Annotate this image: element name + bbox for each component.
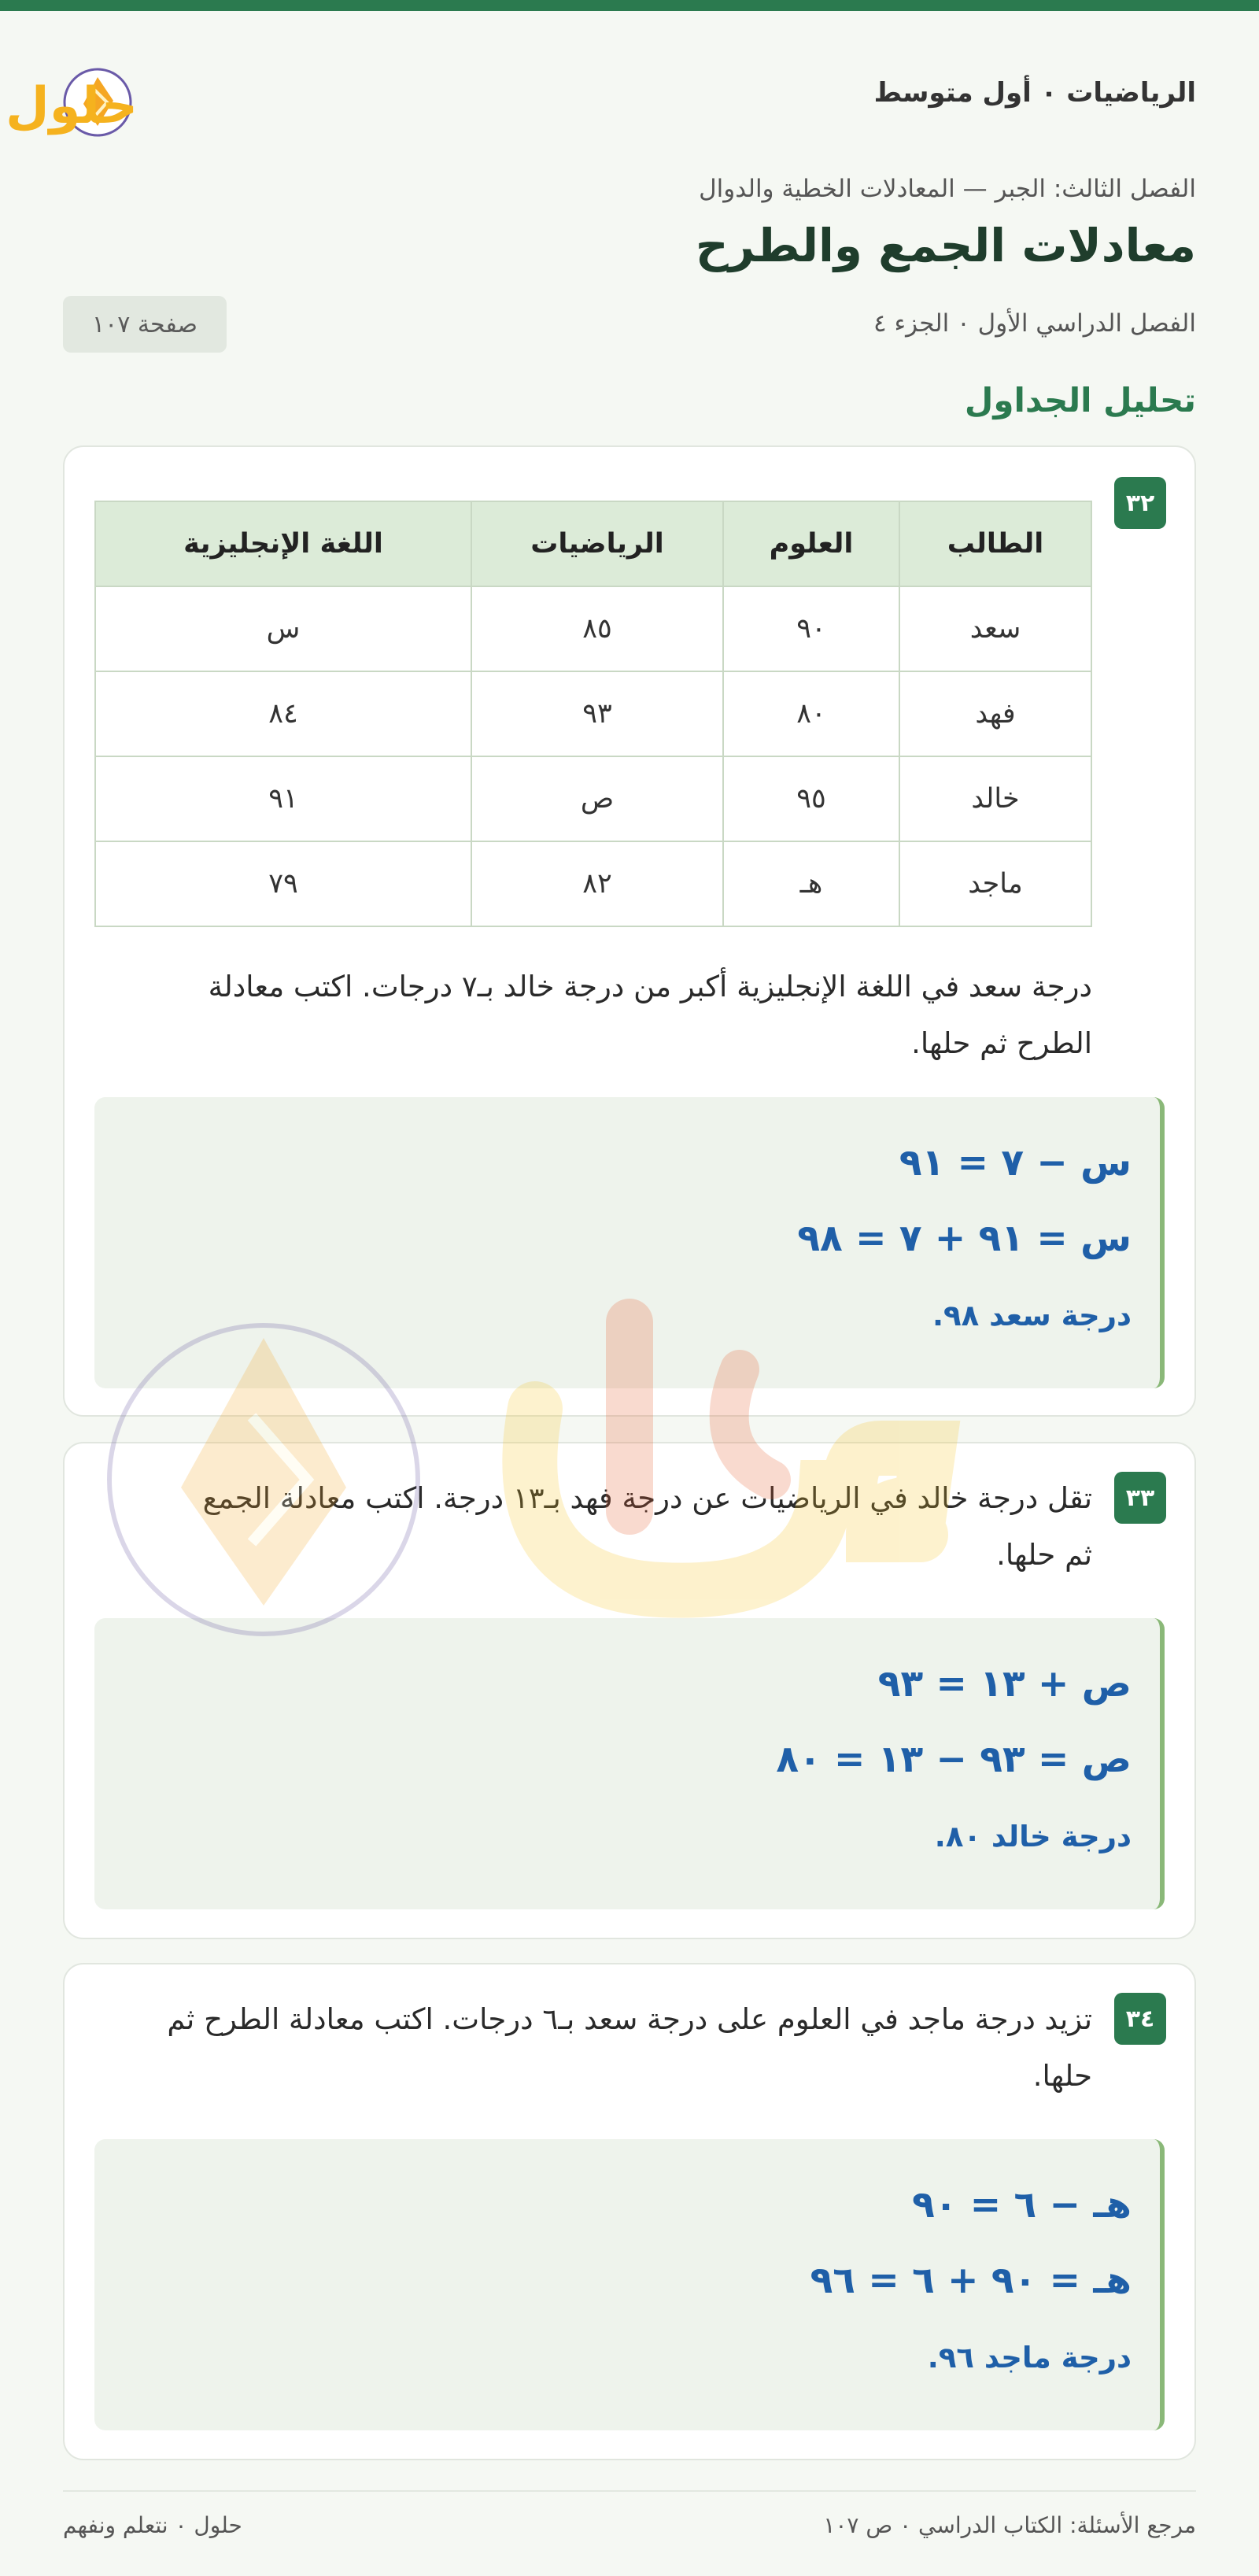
table-cell: سعد <box>899 586 1091 671</box>
equation-line-1: ص + ١٣ = ٩٣ <box>877 1662 1132 1706</box>
column-header-science: العلوم <box>723 501 899 586</box>
question-text: درجة سعد في اللغة الإنجليزية أكبر من درجة خالد بـ٧ درجات. اكتب معادلة الطرح ثم حلها. <box>208 970 1092 1060</box>
page-title: معادلات الجمع والطرح <box>695 219 1196 272</box>
table-row <box>95 756 1091 841</box>
solution-box <box>94 1618 1165 1909</box>
table-row <box>95 841 1091 926</box>
chapter-label: الفصل الثالث: الجبر — المعادلات الخطية والدوال <box>699 175 1196 203</box>
table-cell: ٧٩ <box>95 841 471 926</box>
table-cell: هـ <box>723 841 899 926</box>
grades-table <box>94 501 1092 927</box>
hulul-logo[interactable] <box>6 63 291 142</box>
solution-box <box>94 1097 1165 1388</box>
table-cell: ٨٥ <box>471 586 723 671</box>
question-card-32 <box>63 445 1196 1417</box>
equation-line-2: س = ٩١ + ٧ = ٩٨ <box>797 1217 1132 1260</box>
equation-line-1: هـ − ٦ = ٩٠ <box>912 2183 1132 2227</box>
table-cell: س <box>95 586 471 671</box>
answer-text: درجة سعد ٩٨. <box>932 1299 1132 1332</box>
page-header <box>6 63 1196 142</box>
table-cell: ٨٠ <box>723 671 899 756</box>
question-text: تزيد درجة ماجد في العلوم على درجة سعد بـ٦ درجات. اكتب معادلة الطرح ثم حلها. <box>167 2002 1092 2093</box>
answer-text: درجة ماجد ٩٦. <box>927 2341 1132 2375</box>
column-header-student: الطالب <box>899 501 1091 586</box>
table-cell: خالد <box>899 756 1091 841</box>
top-accent-bar <box>0 0 1259 11</box>
table-cell: ٩٥ <box>723 756 899 841</box>
equation-line-2: ص = ٩٣ − ١٣ = ٨٠ <box>776 1738 1132 1781</box>
term-label: الفصل الدراسي الأول ٠ الجزء ٤ <box>873 309 1196 338</box>
section-title: تحليل الجداول <box>964 381 1196 419</box>
footer-reference: مرجع الأسئلة: الكتاب الدراسي ٠ ص ١٠٧ <box>823 2512 1196 2538</box>
question-number-badge: ٣٤ <box>1114 1993 1166 2045</box>
footer-tagline: حلول ٠ نتعلم ونفهم <box>63 2512 242 2538</box>
logo-wordmark: حلول <box>6 77 138 135</box>
equation-line-2: هـ = ٩٠ + ٦ = ٩٦ <box>810 2259 1132 2302</box>
question-number-badge: ٣٣ <box>1114 1472 1166 1524</box>
question-number-badge: ٣٢ <box>1114 477 1166 529</box>
question-card-33 <box>63 1442 1196 1939</box>
table-cell: ٩٣ <box>471 671 723 756</box>
question-card-34 <box>63 1963 1196 2460</box>
table-cell: ٨٤ <box>95 671 471 756</box>
solution-box <box>94 2139 1165 2430</box>
table-row <box>95 586 1091 671</box>
table-cell: ٩٠ <box>723 586 899 671</box>
table-row <box>95 671 1091 756</box>
subject-label: الرياضيات ٠ أول متوسط <box>873 77 1196 109</box>
column-header-math: الرياضيات <box>471 501 723 586</box>
equation-line-1: س − ٧ = ٩١ <box>899 1141 1132 1185</box>
table-cell: ٩١ <box>95 756 471 841</box>
footer-divider <box>63 2490 1196 2492</box>
table-cell: ٨٢ <box>471 841 723 926</box>
table-header-row <box>95 501 1091 586</box>
question-text: تقل درجة خالد في الرياضيات عن درجة فهد بـ١٣ درجة. اكتب معادلة الجمع ثم حلها. <box>202 1481 1092 1572</box>
table-cell: فهد <box>899 671 1091 756</box>
table-cell: ص <box>471 756 723 841</box>
column-header-english: اللغة الإنجليزية <box>95 501 471 586</box>
page-number-badge: صفحة ١٠٧ <box>63 296 227 353</box>
answer-text: درجة خالد ٨٠. <box>934 1820 1132 1853</box>
table-cell: ماجد <box>899 841 1091 926</box>
